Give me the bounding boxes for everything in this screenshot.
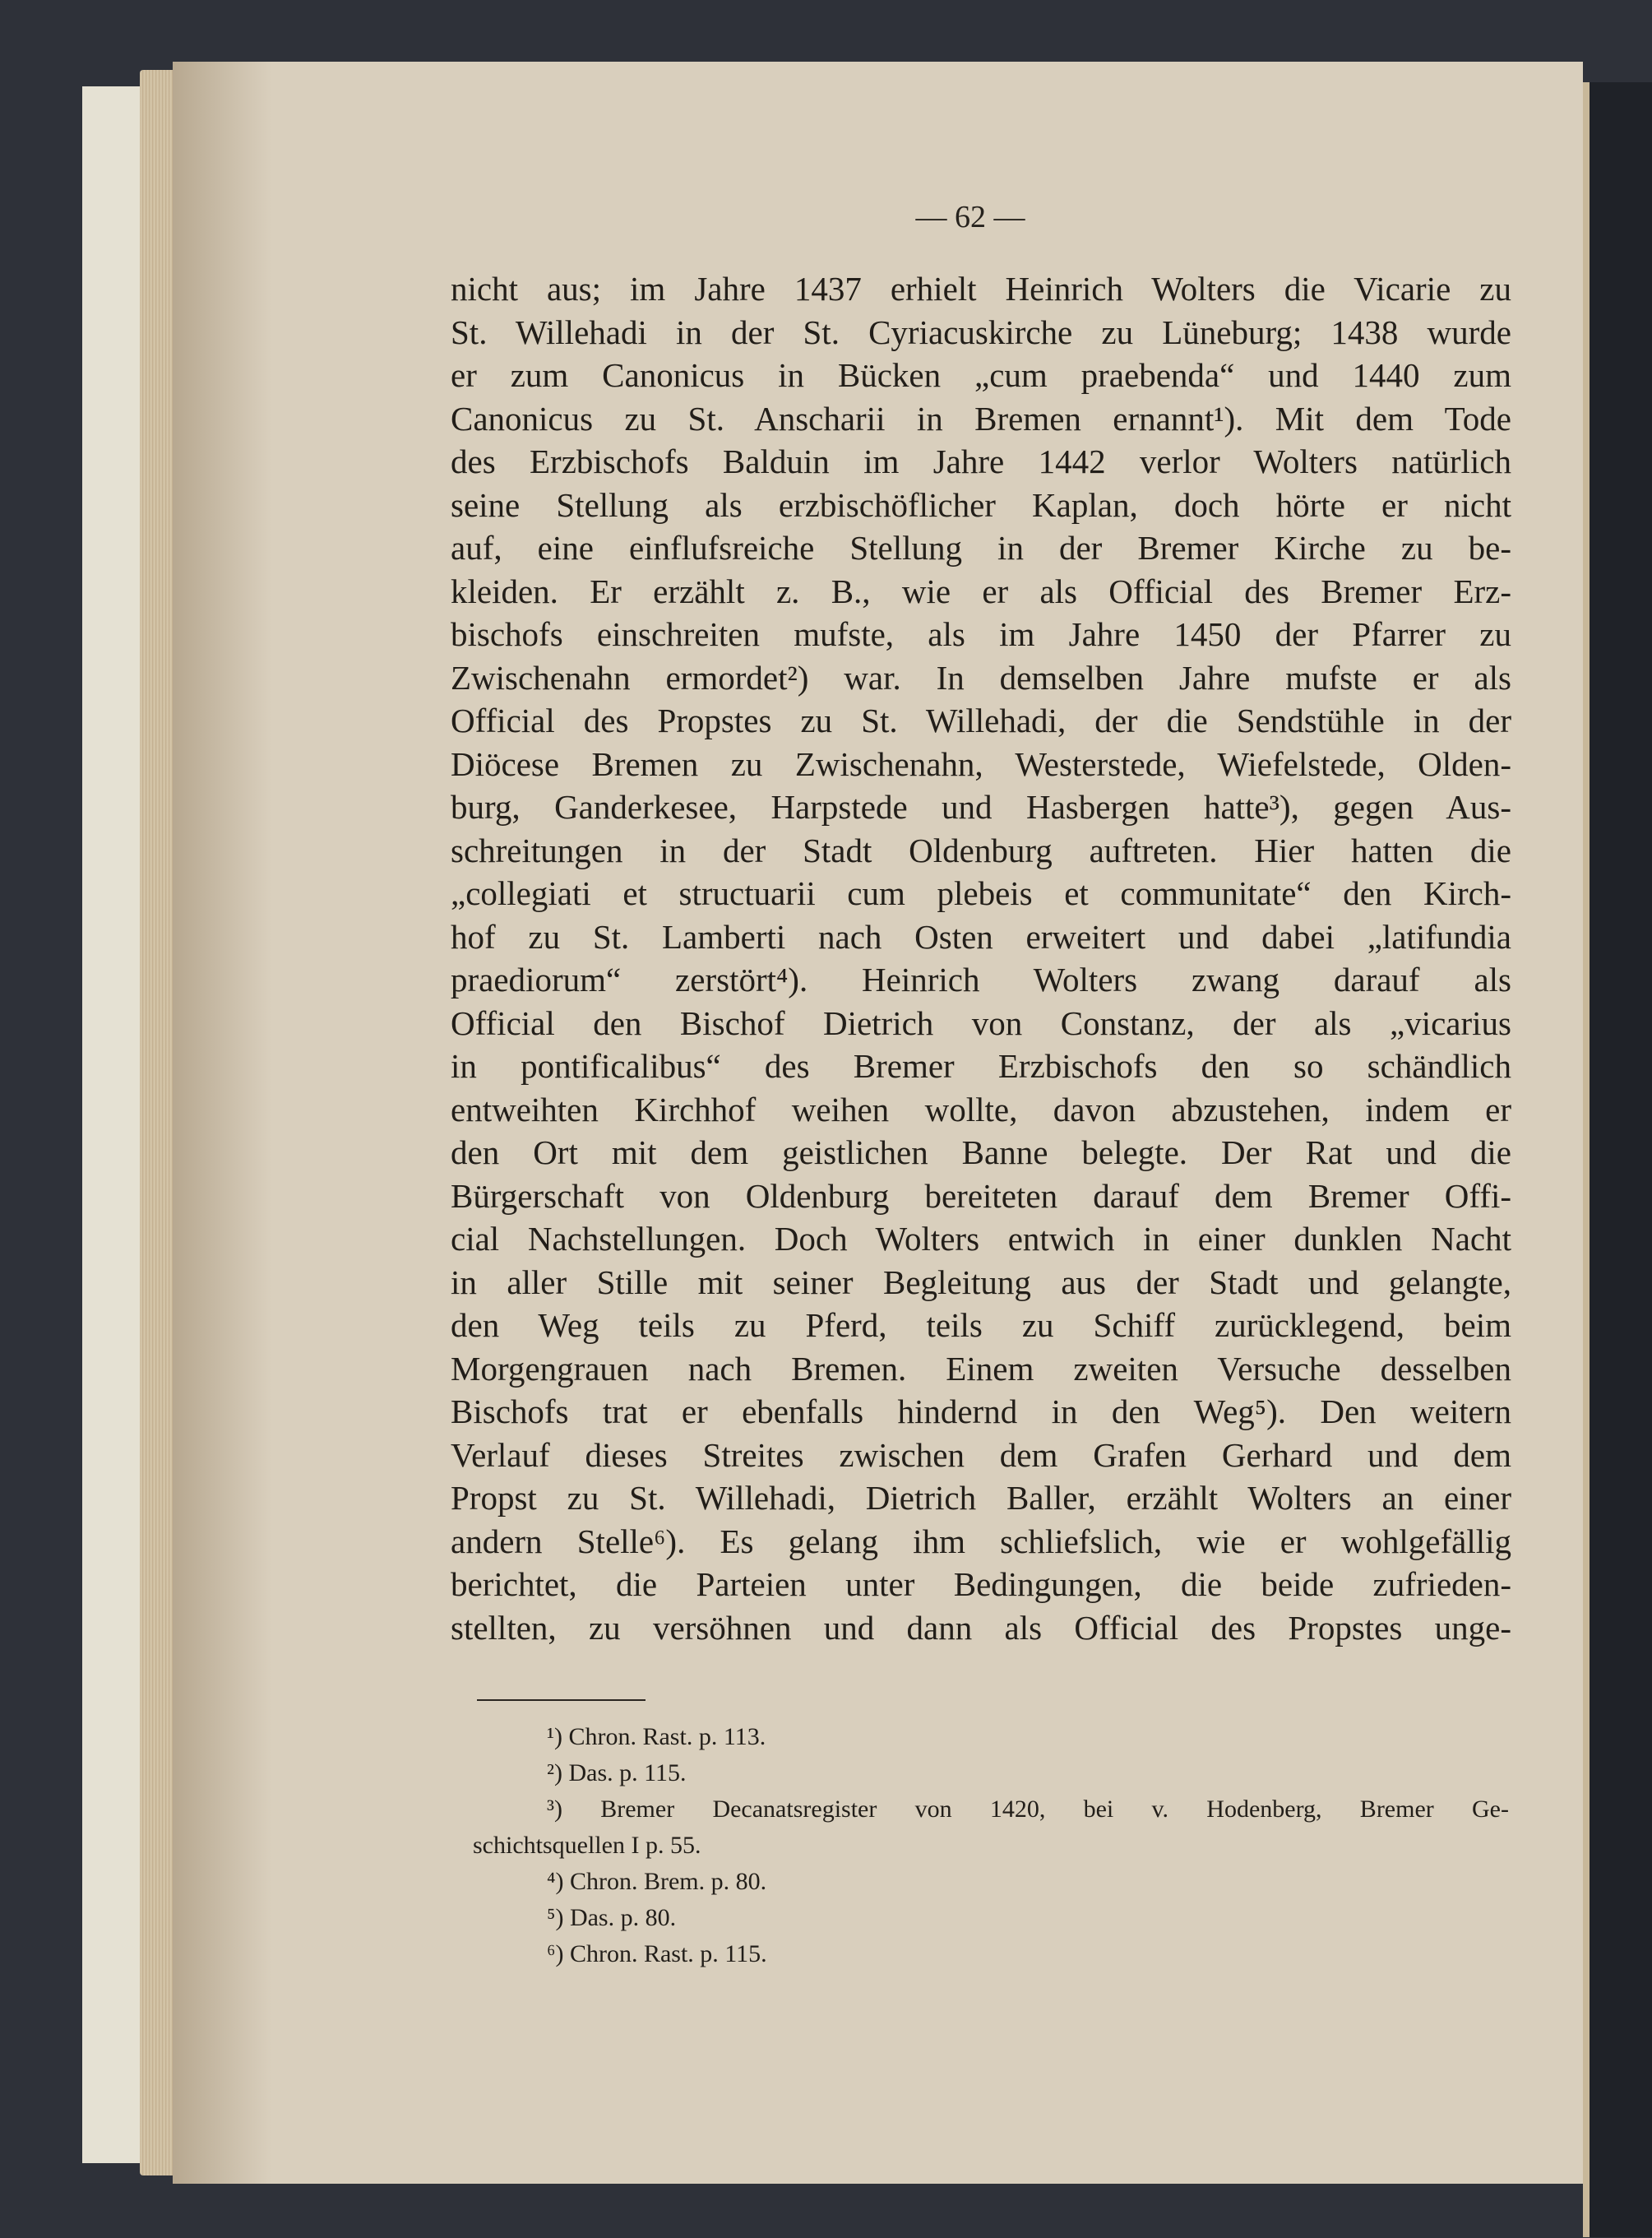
footnote-continuation: schichtsquellen I p. 55. [473,1832,701,1859]
text-line: Verlauf dieses Streites zwischen dem Grafen Gerhard und dem [451,1435,1511,1474]
gutter-shadow [173,62,271,2184]
text-line: bischofs einschreiten mufste, als im Jahre 1450 der Pfarrer zu [451,615,1511,653]
body-text [451,267,1511,1649]
text-line: des Erzbischofs Balduin im Jahre 1442 verlor Wolters natürlich [451,443,1511,480]
footnote-rule [477,1699,646,1701]
back-cover-edge [1583,82,1652,2237]
text-line: „collegiati et structuarii cum plebeis et communitate“ den Kirch- [451,874,1511,912]
footnotes [473,1719,1509,1972]
text-line: den Weg teils zu Pferd, teils zu Schiff zurücklegend, beim [451,1306,1511,1344]
footnote: ²) Das. p. 115. [547,1759,687,1786]
text-line: Propst zu St. Willehadi, Dietrich Baller, erzählt Wolters an einer [451,1479,1511,1517]
text-line: praediorum“ zerstört⁴). Heinrich Wolters zwang darauf als [451,961,1511,999]
text-line: Bürgerschaft von Oldenburg bereiteten darauf dem Bremer Offi- [451,1176,1511,1215]
text-line: St. Willehadi in der St. Cyriacuskirche zu Lüneburg; 1438 wurde [451,313,1511,351]
footnote: ¹) Chron. Rast. p. 113. [547,1723,766,1750]
footnote: ⁶) Chron. Rast. p. 115. [547,1940,767,1967]
footnote: ⁵) Das. p. 80. [547,1904,677,1931]
text-line: Official des Propstes zu St. Willehadi, der die Sendstühle in der [451,702,1511,739]
text-line: burg, Ganderkesee, Harpstede und Hasbergen hatte³), gegen Aus- [451,788,1511,826]
text-line: Morgengrauen nach Bremen. Einem zweiten Versuche desselben [451,1349,1511,1388]
text-line: seine Stellung als erzbischöflicher Kaplan, doch hörte er nicht [451,485,1511,524]
text-line: stellten, zu versöhnen und dann als Official des Propstes unge- [451,1608,1511,1647]
text-line: nicht aus; im Jahre 1437 erhielt Heinrich Wolters die Vicarie zu [451,270,1511,308]
text-line: berichtet, die Parteien unter Bedingungen, die beide zufrieden- [451,1565,1511,1603]
text-line: Bischofs trat er ebenfalls hindernd in den Weg⁵). Den weitern [451,1392,1511,1430]
text-line: in pontificalibus“ des Bremer Erzbischofs den so schändlich [451,1047,1511,1085]
text-line: andern Stelle⁶). Es gelang ihm schliefslich, wie er wohlgefällig [451,1522,1511,1560]
page-edges [140,70,177,2175]
text-line: Diöcese Bremen zu Zwischenahn, Westerstede, Wiefelstede, Olden- [451,744,1511,783]
text-line: cial Nachstellungen. Doch Wolters entwich in einer dunklen Nacht [451,1220,1511,1258]
text-line: in aller Stille mit seiner Begleitung aus der Stadt und gelangte, [451,1263,1511,1301]
text-line: auf, eine einflufsreiche Stellung in der Bremer Kirche zu be- [451,529,1511,567]
text-line: den Ort mit dem geistlichen Banne belegte. Der Rat und die [451,1133,1511,1171]
text-line: Zwischenahn ermordet²) war. In demselben Jahre mufste er als [451,658,1511,697]
page-number: — 62 — [915,200,1025,234]
text-line: Canonicus zu St. Anscharii in Bremen ernannt¹). Mit dem Tode [451,399,1511,438]
text-line: er zum Canonicus in Bücken „cum praebenda“ und 1440 zum [451,356,1511,394]
text-line: kleiden. Er erzählt z. B., wie er als Official des Bremer Erz- [451,572,1511,610]
text-line: Official den Bischof Dietrich von Constanz, der als „vicarius [451,1003,1511,1042]
footnote: ⁴) Chron. Brem. p. 80. [547,1868,767,1895]
text-line: schreitungen in der Stadt Oldenburg auftreten. Hier hatten die [451,831,1511,869]
footnote: ³) Bremer Decanatsregister von 1420, bei v. Hodenberg, Bremer Ge- [547,1795,1509,1823]
text-line: entweihten Kirchhof weihen wollte, davon abzustehen, indem er [451,1090,1511,1128]
text-line: hof zu St. Lamberti nach Osten erweitert und dabei „latifundia [451,917,1511,956]
